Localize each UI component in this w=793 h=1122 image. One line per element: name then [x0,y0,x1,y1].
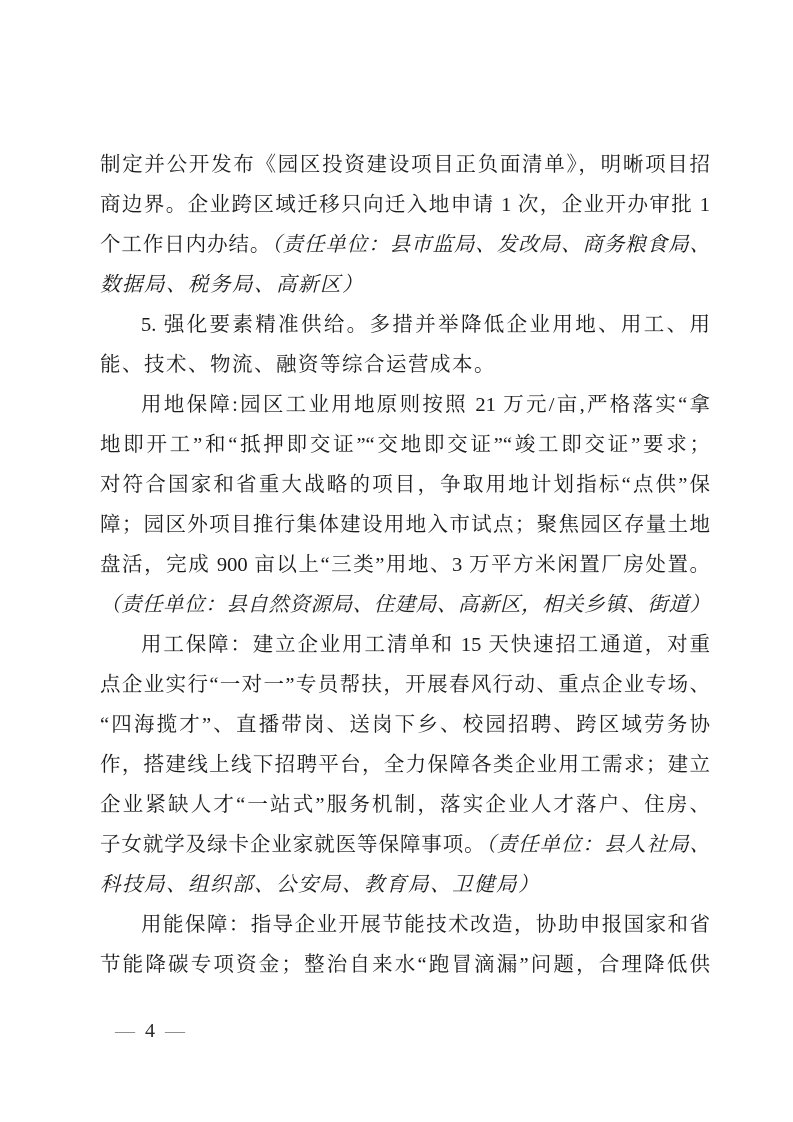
text-line [100,305,710,345]
text-line [100,385,710,425]
body-text: 障；园区外项目推行集体建设用地入市试点；聚焦园区存量土地 [100,514,710,536]
text-line [100,145,710,185]
body-text: 商边界。企业跨区域迁移只向迁入地申请 1 次，企业开办审批 1 [100,194,710,216]
text-line [100,465,710,505]
footer-dash-right: — [165,1020,185,1042]
text-line [100,745,710,785]
responsibility-unit-text: （责任单位：县自然资源局、住建局、高新区，相关乡镇、街道） [100,594,710,616]
item-5-heading-text: 5. 强化要素精准供给。多措并举降低企业用地、用工、用 [141,314,710,336]
body-text: 节能降碳专项资金；整治自来水“跑冒滴漏”问题，合理降低供 [100,954,710,976]
text-line [100,185,710,225]
responsibility-unit-text: 数据局、税务局、高新区） [100,274,364,296]
body-text: 作，搭建线上线下招聘平台，全力保障各类企业用工需求；建立 [100,754,710,776]
para-item-5 [100,305,710,385]
responsibility-unit-text: 科技局、组织部、公安局、教育局、卫健局） [100,874,540,896]
body-text: 用地保障:园区工业用地原则按照 21 万元/亩,严格落实“拿 [141,394,710,416]
footer-dash-left: — [115,1020,135,1042]
para-labor-guarantee [100,625,710,905]
text-line [100,265,710,305]
text-line [100,945,710,985]
responsibility-unit-text: （责任单位：县人社局、 [485,834,711,856]
text-line [100,225,710,265]
text-line [100,425,710,465]
body-text: 个工作日内办结。 [100,234,272,256]
body-text: 用工保障：建立企业用工清单和 15 天快速招工通道，对重 [141,634,710,656]
body-text: 用能保障：指导企业开展节能技术改造，协助申报国家和省 [141,914,710,936]
text-line [100,785,710,825]
body-text: 盘活，完成 900 亩以上“三类”用地、3 万平方米闲置厂房处置。 [100,554,710,576]
responsibility-unit-text: （责任单位：县市监局、发改局、商务粮食局、 [271,234,711,256]
text-line [100,505,710,545]
body-text: 能、技术、物流、融资等综合运营成本。 [100,354,496,376]
body-text: 企业紧缺人才“一站式”服务机制，落实企业人才落户、住房、 [100,794,710,816]
body-text: 地即开工”和“抵押即交证”“交地即交证”“竣工即交证”要求； [100,434,710,456]
document-body [100,145,710,985]
text-line [100,865,710,905]
text-line [100,585,710,625]
body-text: “四海揽才”、直播带岗、送岗下乡、校园招聘、跨区域劳务协 [100,714,710,736]
para-land-guarantee [100,385,710,625]
body-text: 点企业实行“一对一”专员帮扶，开展春风行动、重点企业专场、 [100,674,710,696]
text-line [100,665,710,705]
page-number: 4 [145,1020,155,1042]
para-continuation [100,145,710,305]
body-text: 对符合国家和省重大战略的项目，争取用地计划指标“点供”保 [100,474,710,496]
text-line [100,545,710,585]
text-line [100,905,710,945]
page-footer [115,1018,185,1044]
body-text: 制定并公开发布《园区投资建设项目正负面清单》，明晰项目招 [100,154,710,176]
para-energy-guarantee [100,905,710,985]
text-line [100,625,710,665]
text-line [100,345,710,385]
body-text: 子女就学及绿卡企业家就医等保障事项。 [100,834,486,856]
text-line [100,705,710,745]
text-line [100,825,710,865]
